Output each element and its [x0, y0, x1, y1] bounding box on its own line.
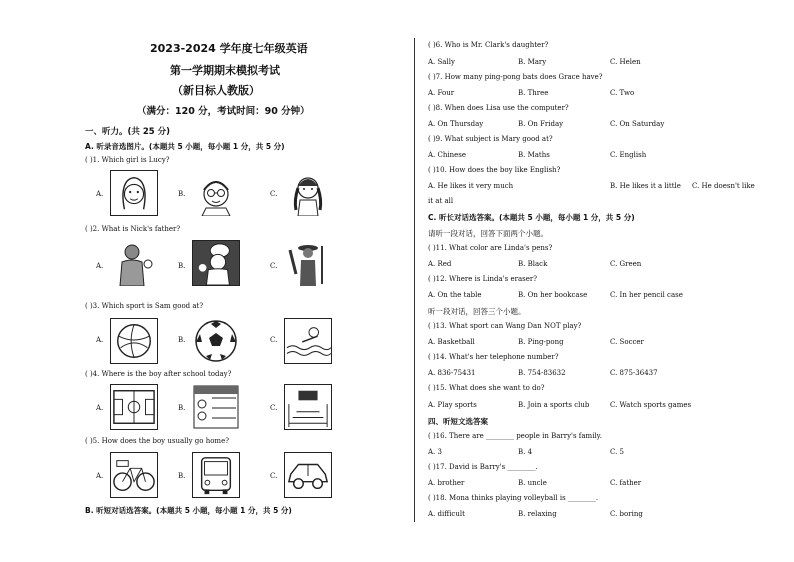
question-14: ( )14. What's her telephone number?	[428, 353, 559, 361]
chef-icon	[192, 240, 240, 286]
part-b-instructions: B. 听短对话选答案。(本题共 5 小题，每小题 1 分，共 5 分)	[85, 506, 292, 515]
question-12: ( )12. Where is Linda's eraser?	[428, 275, 537, 283]
right-column	[420, 0, 794, 562]
option-label: B.	[178, 336, 186, 344]
option-c-continued: it at all	[428, 197, 454, 205]
option-c: C. On Saturday	[610, 120, 665, 128]
option-label: B.	[178, 190, 186, 198]
question-5: ( )5. How does the boy usually go home?	[85, 437, 229, 445]
question-9: ( )9. What subject is Mary good at?	[428, 135, 553, 143]
option-a: A. difficult	[428, 510, 465, 518]
exam-title-line3: （新目标人教版）	[172, 84, 260, 97]
option-b: B. Join a sports club	[518, 401, 590, 409]
option-label: A.	[96, 336, 104, 344]
question-2: ( )2. What is Nick's father?	[85, 225, 181, 233]
option-label: C.	[270, 190, 278, 198]
option-c: C. Green	[610, 260, 642, 268]
option-a: A. On the table	[428, 291, 482, 299]
option-label: C.	[270, 404, 278, 412]
option-c: C. He doesn't like	[692, 182, 755, 190]
section-passage-title: 四、听短文选答案	[428, 417, 488, 426]
option-label: C.	[270, 472, 278, 480]
bus-icon	[192, 452, 240, 498]
option-a: A. Basketball	[428, 338, 475, 346]
question-13: ( )13. What sport can Wang Dan NOT play?	[428, 322, 582, 330]
car-icon	[284, 452, 332, 498]
classroom-icon	[284, 384, 332, 430]
option-c: C. Helen	[610, 58, 641, 66]
option-b: B. 4	[518, 448, 533, 456]
option-label: C.	[270, 336, 278, 344]
option-a: A. Red	[428, 260, 452, 268]
option-b: B. Mary	[518, 58, 547, 66]
question-11: ( )11. What color are Linda's pens?	[428, 244, 553, 252]
question-16: ( )16. There are ________ people in Barry's family.	[428, 432, 602, 440]
option-a: A. On Thursday	[428, 120, 484, 128]
option-a: A. He likes it very much	[428, 182, 514, 190]
option-b: B. On Friday	[518, 120, 564, 128]
option-label: C.	[270, 262, 278, 270]
option-a: A. Four	[428, 89, 455, 97]
question-3: ( )3. Which sport is Sam good at?	[85, 302, 204, 310]
part-a-instructions: A. 听录音选图片。(本题共 5 小题，每小题 1 分，共 5 分)	[85, 142, 285, 151]
option-label: B.	[178, 472, 186, 480]
question-10: ( )10. How does the boy like English?	[428, 166, 561, 174]
option-c: C. 875-36437	[610, 369, 658, 377]
girl-braids-icon	[284, 170, 332, 216]
option-c: C. boring	[610, 510, 643, 518]
option-b: B. Ping-pong	[518, 338, 564, 346]
swimmer-icon	[284, 318, 332, 364]
question-17: ( )17. David is Barry's ________.	[428, 463, 538, 471]
option-a: A. Sally	[428, 58, 455, 66]
section-listening-title: 一、听力。(共 25 分)	[85, 127, 171, 137]
question-18: ( )18. Mona thinks playing volleyball is ________.	[428, 494, 599, 502]
option-a: A. Play sports	[428, 401, 477, 409]
option-c: C. Soccer	[610, 338, 644, 346]
option-b: B. uncle	[518, 479, 547, 487]
bicycle-icon	[110, 452, 158, 498]
farmer-icon	[284, 240, 332, 286]
question-6: ( )6. Who is Mr. Clark's daughter?	[428, 41, 549, 49]
option-label: B.	[178, 262, 186, 270]
option-a: A. 3	[428, 448, 442, 456]
option-b: B. Maths	[518, 151, 550, 159]
option-label: A.	[96, 404, 104, 412]
option-c: C. father	[610, 479, 642, 487]
option-c: C. Watch sports games	[610, 401, 692, 409]
option-c: C. In her pencil case	[610, 291, 683, 299]
soccer-ball-icon	[192, 318, 240, 364]
option-label: A.	[96, 262, 104, 270]
volleyball-icon	[110, 318, 158, 364]
option-b: B. 754-83632	[518, 369, 566, 377]
glasses-face-icon	[192, 170, 240, 216]
column-divider	[414, 38, 415, 522]
question-15: ( )15. What does she want to do?	[428, 384, 545, 392]
option-c: C. Two	[610, 89, 635, 97]
question-4: ( )4. Where is the boy after school today?	[85, 370, 232, 378]
option-b: B. relaxing	[518, 510, 557, 518]
question-8: ( )8. When does Lisa use the computer?	[428, 104, 569, 112]
library-icon	[192, 384, 240, 430]
option-label: A.	[96, 190, 104, 198]
option-c: C. English	[610, 151, 647, 159]
dialogue-intro-1: 请听一段对话，回答下面两个小题。	[428, 229, 548, 238]
basketball-court-icon	[110, 384, 158, 430]
option-b: B. He likes it a little	[610, 182, 681, 190]
question-1: ( )1. Which girl is Lucy?	[85, 156, 170, 164]
exam-score-time: （满分：120 分，考试时间：90 分钟）	[137, 106, 310, 117]
option-c: C. 5	[610, 448, 625, 456]
option-a: A. brother	[428, 479, 465, 487]
option-a: A. Chinese	[428, 151, 466, 159]
part-c-instructions: C. 听长对话选答案。(本题共 5 小题，每小题 1 分，共 5 分)	[428, 213, 635, 222]
option-label: B.	[178, 404, 186, 412]
option-b: B. Three	[518, 89, 549, 97]
option-a: A. 836-75431	[428, 369, 476, 377]
option-b: B. Black	[518, 260, 548, 268]
exam-title-line2: 第一学期期末模拟考试	[170, 64, 280, 77]
girl-face-icon	[110, 170, 158, 216]
exam-title-line1: 2023-2024 学年度七年级英语	[150, 42, 308, 55]
dialogue-intro-2: 听一段对话，回答三个小题。	[428, 307, 526, 316]
doctor-icon	[110, 240, 158, 286]
option-b: B. On her bookcase	[518, 291, 588, 299]
question-7: ( )7. How many ping-pong bats does Grace have?	[428, 73, 603, 81]
option-label: A.	[96, 472, 104, 480]
